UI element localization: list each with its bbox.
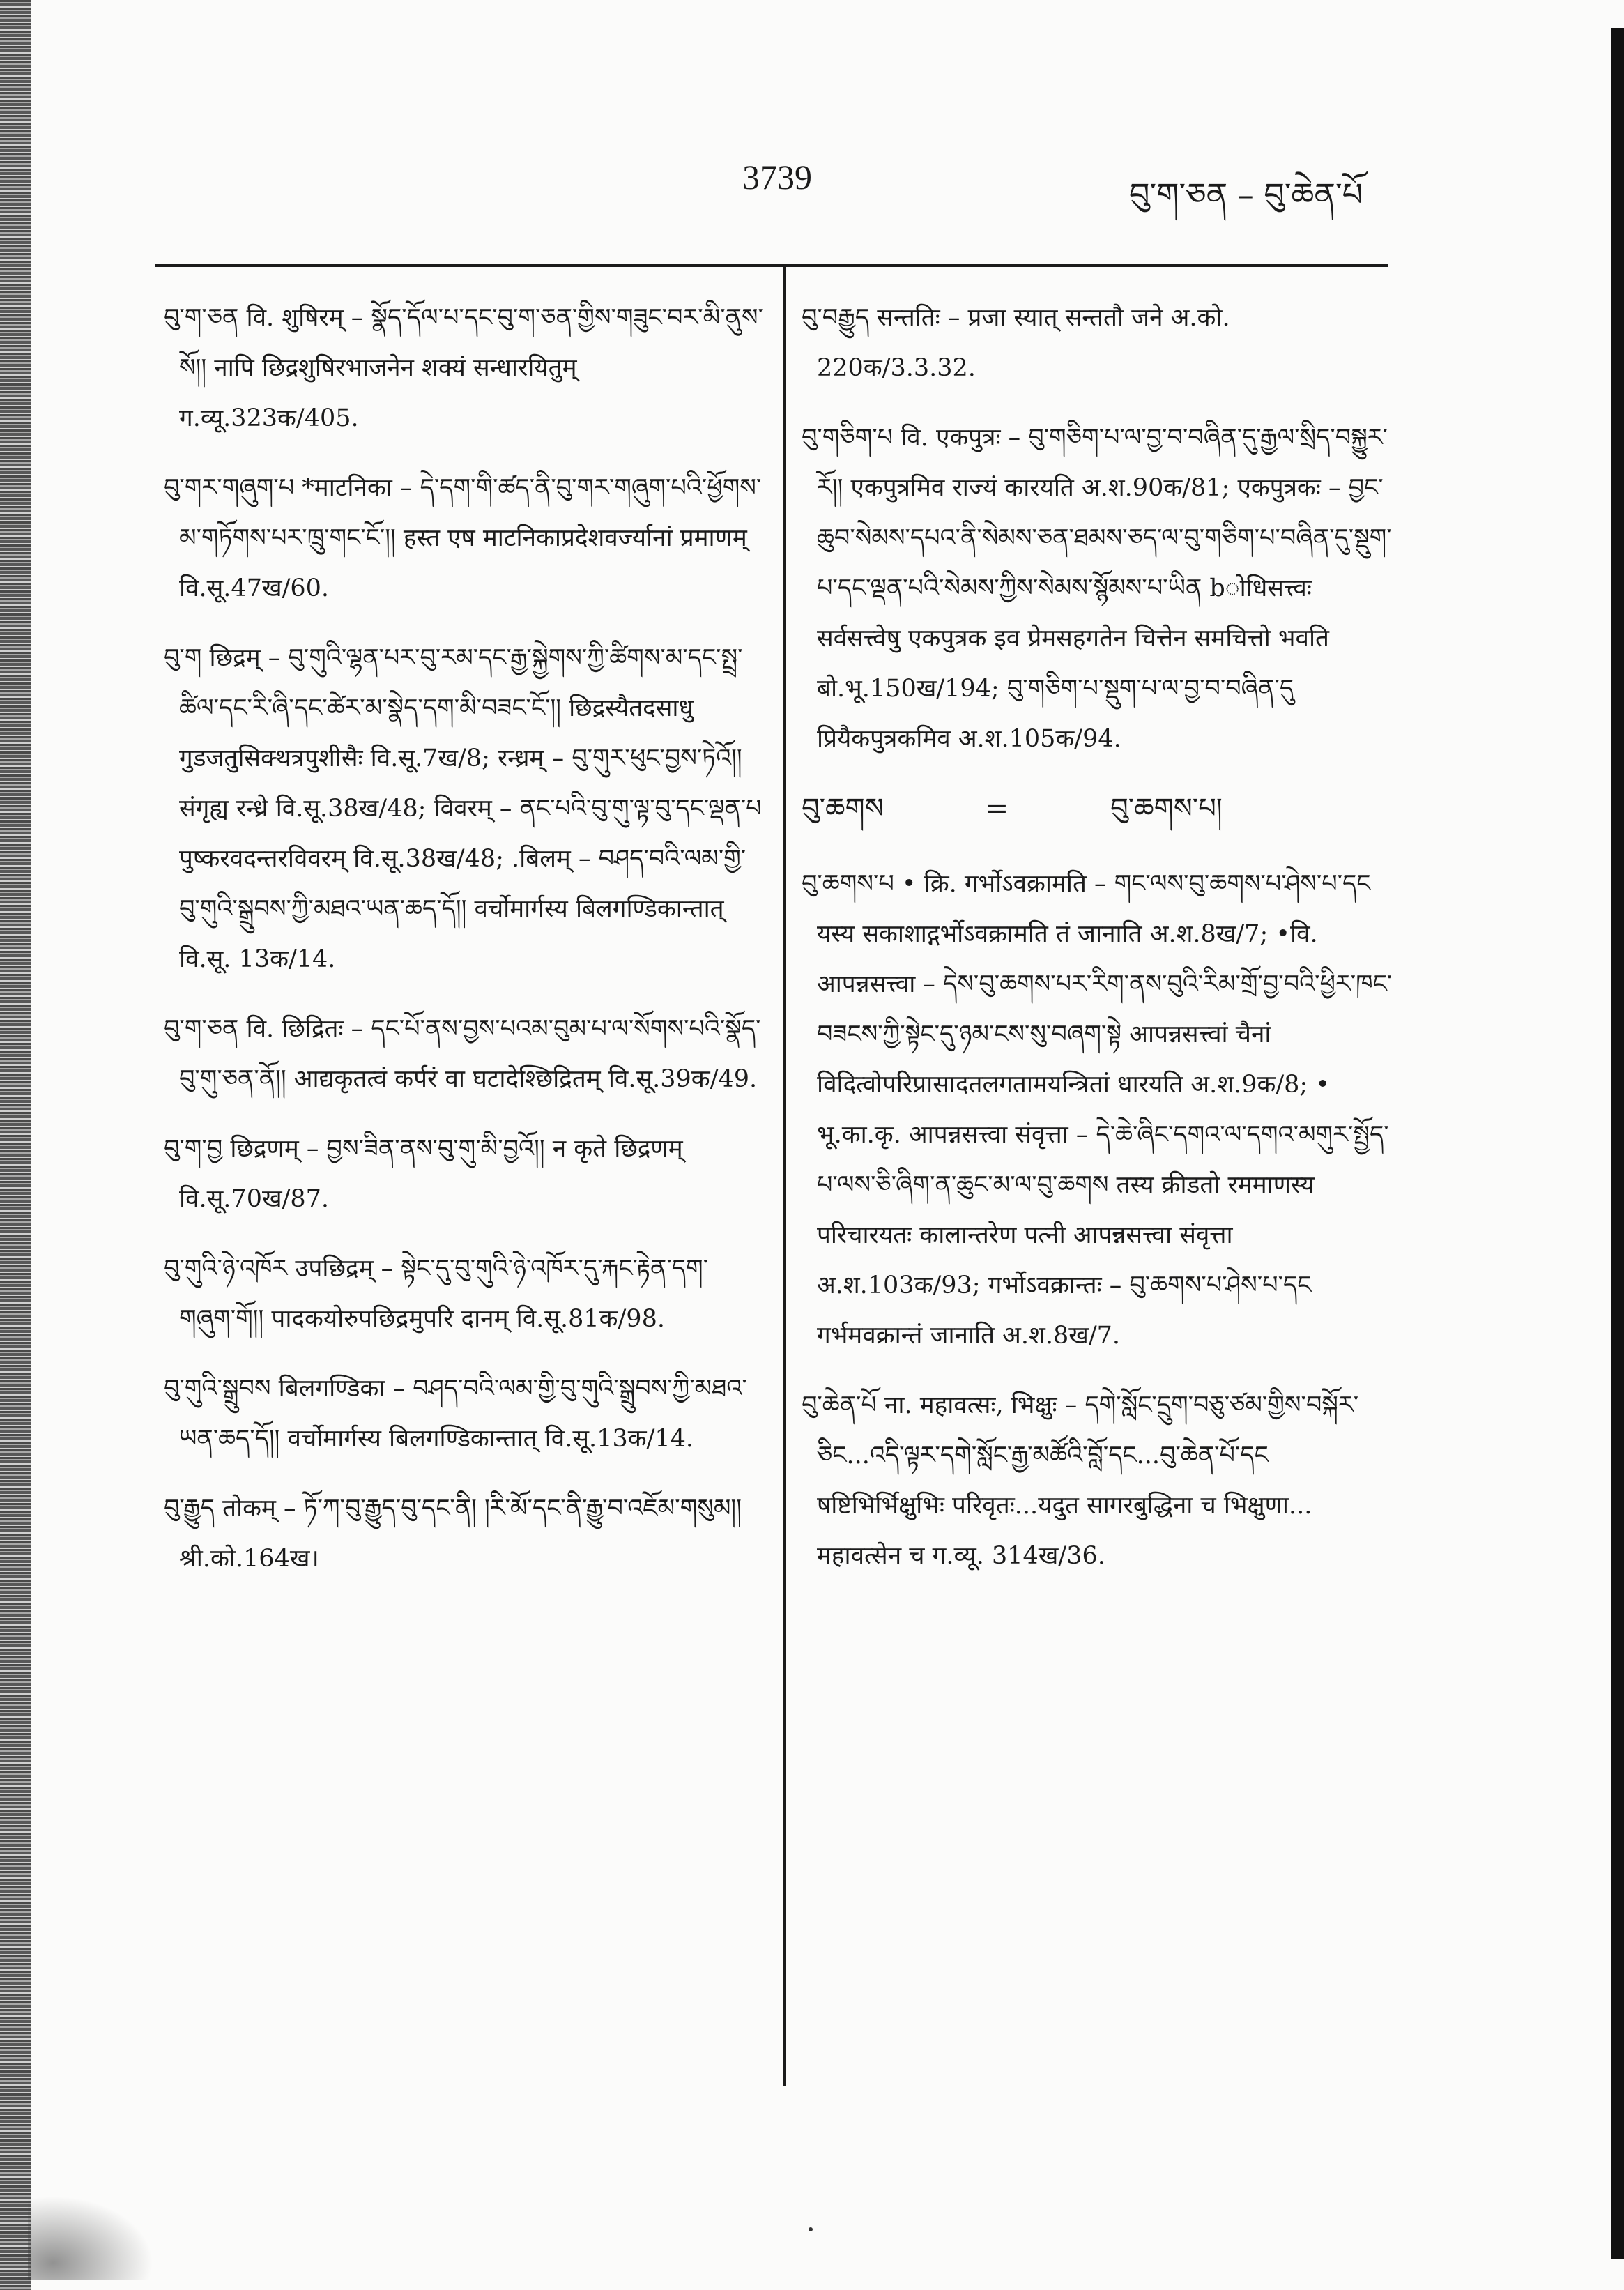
dictionary-entry: བུ་ཆེན་པོ ना. महावत्सः, भिक्षुः – དགེ་སློང་དྲུག་བཅུ་ཙམ་གྱིས་བསྐོར་ཅིང...འདི་ལྟར་དགེ་སློང་རྒྱ་མཚོའི་བློ་དང...བུ་ཆེན་པོ་དང षष्टिभिर्भिक्षुभिः परिवृतः...यदुत सागरबुद्धिना च भिक्षुणा... महावत्सेन च ग.व्यू. 314ख/36. — [802, 1391, 1359, 1570]
page-header — [0, 157, 1624, 213]
dictionary-entry: བུ་བརྒྱུད सन्ततिः – प्रजा स्यात् सन्ततौ जने अ.को. 220क/3.3.32. — [802, 304, 1230, 382]
scan-speck — [809, 2227, 813, 2231]
dictionary-entry: བུ་གུའི་ཉེ་འཁོར उपछिद्रम् – སྟེང་དུ་བུ་གུའི་ཉེ་འཁོར་དུ་རྐང་རྟེན་དག་གཞུག་གོ།། पादकयोरुपछिद्रमुपरि दानम् वि.सू.81क/98. — [164, 1255, 708, 1333]
dictionary-entry: བུ་གཅིག་པ वि. एकपुत्रः – བུ་གཅིག་པ་ལ་བྱ་བ་བཞིན་དུ་རྒྱལ་སྲིད་བསྐྱུར་རོ།། एकपुत्रमिव राज्यं कारयति अ.श.90क/81; एकपुत्रकः – བྱང་ཆུབ་སེམས་དཔའ་ནི་སེམས་ཅན་ཐམས་ཅད་ལ་བུ་གཅིག་པ་བཞིན་དུ་སྡུག་པ་དང་ལྡན་པའི་སེམས་ཀྱིས་སེམས་སྙོམས་པ་ཡིན bोधिसत्त्वः सर्वसत्त्वेषु एकपुत्रक इव प्रेमसहगतेन चित्तेन समचित्तो भवति बो.भू.150ख/194; བུ་གཅིག་པ་སྡུག་པ་ལ་བྱ་བ་བཞིན་དུ प्रियैकपुत्रकमिव अ.श.105क/94. — [802, 424, 1392, 753]
dictionary-entry: བུ་གུའི་སྒྲུབས बिलगण्डिका – བཤད་བའི་ལམ་གྱི་བུ་གུའི་སྒྲུབས་ཀྱི་མཐའ་ཡན་ཆད་དོ།། वर्चोमार्गस्य बिलगण्डिकान्तात् वि.सू.13क/14. — [164, 1375, 747, 1453]
dictionary-entry: བུ་ག་ཅན वि. छिद्रितः – དང་པོ་ནས་བྱས་པའམ་བུམ་པ་ལ་སོགས་པའི་སྣོད་བུ་གུ་ཅན་ནོ།། आद्यकृतत्वं कर्परं वा घटादेश्छिद्रितम् वि.सू.39क/49. — [164, 1015, 761, 1093]
equals-sign: = — [985, 793, 1009, 825]
cross-reference-head: བུ་ཆགས — [802, 793, 884, 825]
cross-reference-target: བུ་ཆགས་པ། — [1110, 793, 1223, 825]
running-head: བུ་ག་ཅན – བུ་ཆེན་པོ — [1129, 176, 1363, 213]
scan-edge-right — [1611, 28, 1624, 2259]
dictionary-entry: བུ་རྒྱུད तोकम् – ཏོ་ཀ་བུ་རྒྱུད་བུ་དང་ནི། །རི་མོ་དང་ནི་རྒྱུ་བ་འཇོམ་གསུམ།། श्री.को.164ख। — [164, 1495, 742, 1573]
left-column — [164, 293, 763, 1603]
dictionary-entry: བུ་ཆགས་པ • क्रि. गर्भोऽवक्रामति – གང་ལས་བུ་ཆགས་པ་ཤེས་པ་དང यस्य सकाशाद्गर्भोऽवक्रामति तं जानाति अ.श.8ख/7; •वि. आपन्नसत्त्वा – དེས་བུ་ཆགས་པར་རིག་ནས་བུའི་རིམ་གྲོ་བྱ་བའི་ཕྱིར་ཁང་བཟངས་ཀྱི་སྟེང་དུ་ཉམ་ངས་སུ་བཞག་སྟེ आपन्नसत्त्वां चैनां विदित्वोपरिप्रासादतलगतामयन्त्रितां धारयति अ.श.9क/8; • भू.का.कृ. आपन्नसत्त्वा संवृत्ता – དེ་ཆེ་ཞིང་དགའ་ལ་དགའ་མགུར་སྤྱོད་པ་ལས་ཅི་ཞིག་ན་ཆུང་མ་ལ་བུ་ཆགས तस्य क्रीडतो रममाणस्य परिचारयतः कालान्तरेण पत्नी आपन्नसत्त्वा संवृत्ता अ.श.103क/93; गर्भोऽवक्रान्तः – བུ་ཆགས་པ་ཤེས་པ་དང गर्भमवक्रान्तं जानाति अ.श.8ख/7. — [802, 870, 1393, 1350]
scan-edge-left — [0, 0, 31, 2290]
page-number: 3739 — [742, 158, 812, 197]
right-column — [802, 293, 1394, 1601]
dictionary-entry: བུ་ག छिद्रम् – བུ་གུའི་ལྷན་པར་བུ་རམ་དང་རྒྱ་སྐྱེགས་ཀྱི་ཚིགས་མ་དང་སྤྲ་ཚིལ་དང་རི་ཞི་དང་ཚེར་མ་སྣེད་དག་མི་བཟང་ངོ་།། छिद्रस्यैतदसाधु गुडजतुसिक्थत्रपुशीसैः वि.सू.7ख/8; रन्ध्रम् – བུ་གུར་ཕུང་བྱས་ཏེའོ།། संगृह्य रन्ध्रे वि.सू.38ख/48; विवरम् – ནང་པའི་བུ་གུ་ལྟ་བུ་དང་ལྡན་པ पुष्करवदन्तरविवरम् वि.सू.38ख/48; .बिलम् – བཤད་བའི་ལམ་གྱི་བུ་གུའི་སྒྲུབས་ཀྱི་མཐའ་ཡན་ཆད་དོ།། वर्चोमार्गस्य बिलगण्डिकान्तात् वि.सू. 13क/14. — [164, 644, 762, 973]
column-divider — [783, 266, 786, 2086]
dictionary-entry: བུ་ག་ཅན वि. शुषिरम् – སྣོད་དོལ་པ་དང་བུ་ག་ཅན་གྱིས་གཟུང་བར་མི་ནུས་སོ།། नापि छिद्रशुषिरभाजनेन शक्यं सन्धारयितुम् ग.व्यू.323क/405. — [164, 304, 763, 432]
dictionary-entry: བུ་གར་གཞུག་པ *माटनिका – དེ་དག་གི་ཚད་ནི་བུ་གར་གཞུག་པའི་ཕྱོགས་མ་གཏོགས་པར་ཁྲུ་གང་ངོ་།། हस्त एष माटनिकाप्रदेशवर्ज्यानां प्रमाणम् वि.सू.47ख/60. — [164, 474, 762, 602]
dictionary-entry: བུ་ག་བྱ छिद्रणम् – བྱས་ཟིན་ནས་བུ་གུ་མི་བྱའོ།། न कृते छिद्रणम् वि.सू.70ख/87. — [164, 1135, 683, 1213]
cross-reference — [802, 784, 1394, 834]
header-rule — [155, 264, 1388, 267]
scan-smudge — [28, 2196, 153, 2280]
